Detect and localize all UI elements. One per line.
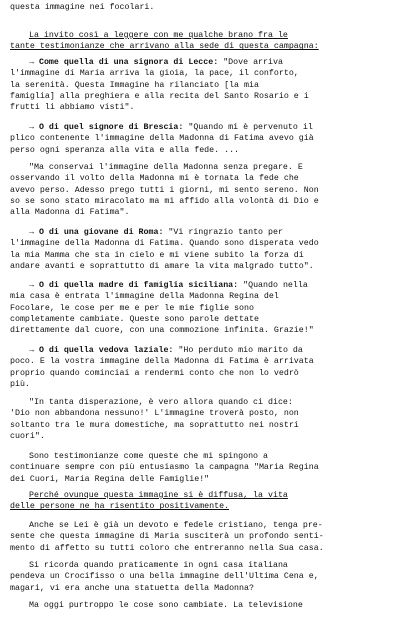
text-line: 'Dio non abbandona nessuno!' L'immagine troverà posto, non	[10, 409, 299, 419]
testimony-sicilia	[10, 280, 392, 336]
text-line: Si ricorda quando praticamente in ogni casa italiana	[29, 561, 288, 570]
arrow-right-icon: →	[29, 123, 34, 132]
testimony-heading: O di quella madre di famiglia siciliana:	[38, 281, 239, 290]
testimony-brescia	[10, 122, 392, 156]
text-line	[10, 57, 392, 68]
ricorda-paragraph	[10, 560, 392, 594]
text-line: sente che questa immagine di Maria susciterà un profondo senti-	[10, 532, 324, 542]
text-line: dei Cuori, Maria Regina delle Famiglie!"	[10, 474, 210, 484]
text-line: magari, vi era anche una statuetta della Madonna?	[10, 583, 254, 593]
text-fragment: "Quando mi è pervenuto il	[183, 123, 313, 132]
testimony-roma	[10, 227, 392, 272]
text-line	[10, 122, 392, 133]
text-line	[10, 227, 392, 238]
text-line: tante testimonianze che arrivano alla sede di questa campagna:	[10, 42, 319, 52]
text-line: soltanto tra le mura domestiche, ma soprattutto nei nostri	[10, 420, 299, 430]
text-line: Perché ovunque questa immagine si è diffusa, la vita	[29, 491, 288, 500]
testimony-laziale	[10, 345, 392, 390]
text-line: completamente cambiate. Queste sono parole dettate	[10, 314, 259, 324]
text-line: famiglia] alla preghiera e alla recita del Santo Rosario e i	[10, 91, 309, 101]
text-line	[10, 345, 392, 356]
oggi-paragraph	[10, 600, 392, 611]
text-line: so se sono stato miracolato ma mi affido alla volontà di Dio e	[10, 196, 319, 206]
arrow-right-icon: →	[29, 281, 34, 290]
text-line: delle persone ne ha risentito positivamente.	[10, 502, 230, 512]
diffusa-paragraph	[10, 490, 392, 513]
text-line: Sono testimonianze come queste che mi spingono a	[29, 452, 268, 461]
arrow-right-icon: →	[29, 228, 34, 237]
testimony-heading: O di quella vedova laziale:	[38, 346, 174, 355]
text-fragment: "Quando nella	[238, 281, 308, 290]
text-line: Ma oggi purtroppo le cose sono cambiate. La televisione	[29, 601, 303, 610]
text-line: cuori".	[10, 431, 45, 441]
text-line: la mia Mamma che sta in cielo e mi viene subito la forza di	[10, 250, 304, 260]
text-line: La invito così a leggere con me qualche brano fra le	[29, 31, 288, 40]
text-line: direttamente dal cuore, con una commozione infinita. Grazie!"	[10, 326, 314, 336]
text-line: Focolare, le cose per me e per le mie figlie sono	[10, 303, 254, 313]
text-line: l'immagine di Maria arriva la gioia, la pace, il conforto,	[10, 69, 299, 79]
arrow-right-icon: →	[29, 58, 34, 67]
text-line: osservando il volto della Madonna mi è tornata la fede che	[10, 174, 299, 184]
testimony-lecce	[10, 57, 392, 113]
testimony-heading: O di una giovane di Roma:	[38, 228, 164, 237]
testimony-laziale-continued	[10, 397, 392, 442]
text-fragment: "Vi ringrazio tanto per	[163, 228, 283, 237]
text-fragment: "Dove arriva	[218, 58, 283, 67]
text-line: "Ma conservai l'immagine della Madonna senza pregare. E	[29, 163, 303, 172]
intro-paragraph	[10, 30, 392, 53]
text-line: andare avanti e soprattutto di amare la vita malgrado tutto".	[10, 261, 314, 271]
testimony-brescia-continued	[10, 162, 392, 218]
text-line: frutti li abbiamo visti".	[10, 103, 135, 113]
testimony-heading: Come quella di una signora di Lecce:	[38, 58, 219, 67]
text-line: poco. E la vostra immagine della Madonna di Fatima è arrivata	[10, 357, 314, 367]
text-line: avevo perso. Adesso prego tutti i giorni, mi sento sereno. Non	[10, 185, 319, 195]
top-line	[10, 2, 392, 13]
text-line	[10, 280, 392, 291]
text-line: questa immagine nei focolari.	[10, 3, 155, 12]
text-line: Anche se Lei è già un devoto e fedele cristiano, tenga pre-	[29, 521, 323, 530]
continue-paragraph	[10, 451, 392, 485]
text-line: la serenità. Questa Immagine ha rilanciato [la mia	[10, 80, 259, 90]
text-line: "In tanta disperazione, è vero allora quando ci dice:	[29, 398, 293, 407]
text-line: alla Madonna di Fatima".	[10, 208, 130, 218]
arrow-right-icon: →	[29, 346, 34, 355]
text-line: più.	[10, 379, 30, 389]
text-line: continuare sempre con più entusiasmo la campagna "Maria Regina	[10, 463, 319, 473]
text-line: mento di affetto su tutti coloro che entreranno nella Sua casa.	[10, 543, 324, 553]
text-fragment: "Ho perduto mio marito da	[173, 346, 303, 355]
text-line: proprio quando cominciai a rendermi conto che non lo vedrò	[10, 368, 299, 378]
text-line: pendeva un Crocifisso o una bella immagine dell'Ultima Cena e,	[10, 572, 319, 582]
testimony-heading: O di quel signore di Brescia:	[38, 123, 184, 132]
text-line: mia casa è entrata l'immagine della Madonna Regina del	[10, 292, 279, 302]
anche-paragraph	[10, 520, 392, 554]
text-line: perso ogni speranza alla vita e alla fede. ...	[10, 145, 240, 155]
text-line: l'immagine della Madonna di Fatima. Quando sono disperata vedo	[10, 239, 319, 249]
text-line: plico contenente l'immagine della Madonna di Fatima avevo già	[10, 134, 314, 144]
